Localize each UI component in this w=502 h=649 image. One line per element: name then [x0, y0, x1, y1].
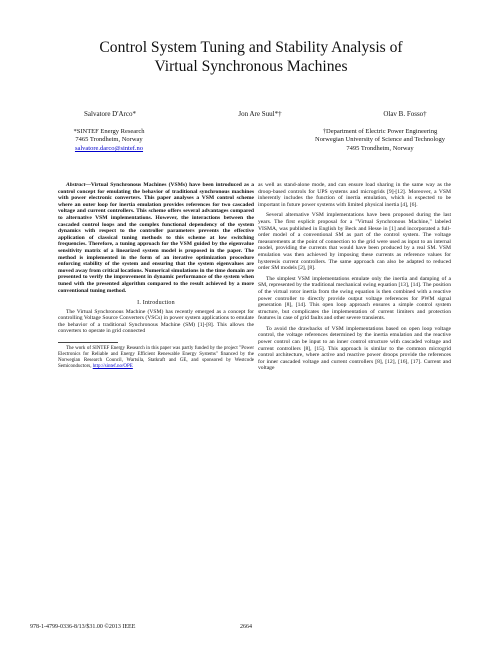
- left-column: [58, 182, 254, 370]
- abstract-text: —Virtual Synchronous Machines (VSMs) have been introduced as a control concept for emulating the behavior of traditional synchronous machines with power electronic converters. This paper analyses a VSM control scheme where an outer loop for inertia emulation provides references for two cascaded voltage and current controllers. This scheme offers several advantages compared to alternative VSM implementations. However, the interactions between the cascaded control loops and the complex functional dependency of the system dynamics with respect to the controller parameters prevents the effective application of classical tuning methods to this scheme at low switching frequencies. Therefore, a tuning approach for the VSM guided by the eigenvalue sensitivity matrix of a linearized system model is proposed in the paper. The method is implemented in the form of an iterative optimization procedure enforcing stability of the system and ensuring that the system eigenvalues are moved away from critical locations. Numerical simulations in the time domain are presented to verify the improvement in dynamic performance of the system when tuned with the presented algorithm compared to the result achieved by a more conventional tuning method.: [58, 182, 254, 294]
- footnote-divider: [58, 342, 118, 343]
- affiliation-2: [285, 128, 475, 153]
- author-email-link[interactable]: salvatore.darco@sintef.no: [74, 144, 144, 152]
- copyright-footer: 978-1-4799-0336-8/13/$31.00 ©2013 IEEE: [30, 624, 136, 630]
- affiliation-1: [38, 128, 180, 153]
- right-paragraph-2: Several alternative VSM implementations have been proposed during the last years. The first explicit proposal for a "Virtual Synchronous Machine," labeled VISMA, was published in English by Beck and Hesse in [1] and incorporated a full-order model of a conventional SM as part of the control system. The voltage measurements at the point of connection to the grid were used as input to an internal model, providing the currents that would have been produced by a real SM. VSM emulation was then achieved by imposing these currents as reference values for hysteresis current controllers. The same approach can also be adapted to reduced order SM models [2], [8].: [258, 212, 451, 272]
- author-3: Olav B. Fosso†: [383, 110, 427, 118]
- right-column: [258, 182, 451, 376]
- title-line-1: Control System Tuning and Stability Analysis of: [99, 39, 403, 56]
- affiliation-2-line-1: †Department of Electric Power Engineering: [322, 128, 438, 135]
- right-paragraph-1: as well as stand-alone mode, and can ensure load sharing in the same way as the droop-based controls for UPS systems and microgrids [9]-[12]. Moreover, a VSM inherently includes the function of inertia emulation, which is expected to be important in future power systems with limited physical inertia [4], [6].: [258, 182, 451, 208]
- section-heading-introduction: I. Introduction: [137, 300, 175, 307]
- right-paragraph-4: To avoid the drawbacks of VSM implementations based on open loop voltage control, the voltage references determined by the inertia emulation and the reactive power control can be input to an inner control structure with cascaded voltage and current controllers [8], [15]. This approach is similar to the common microgrid control architecture, where active and reactive power droops provide the references for inner cascaded voltage and current controllers [8], [12], [16], [17]. Current and voltage: [258, 325, 451, 372]
- paper-title: [20, 38, 482, 76]
- author-1: Salvatore D'Arco*: [84, 110, 136, 118]
- footnote-link[interactable]: http://sintef.no/OPE: [92, 364, 133, 370]
- page-number: 2664: [240, 624, 252, 630]
- affiliation-2-line-3: 7495 Trondheim, Norway: [346, 144, 414, 152]
- footnote-text: The work of SINTEF Energy Research in this paper was partly funded by the project "Power Electronics for Reliable and Energy Efficient Renewable Energy Systems" financed by the Norwegian Research Council, Wartsila, Statkraft and GE, and sponsored by Westcode Semiconductors,: [58, 346, 254, 370]
- affiliation-1-line-2: 7465 Trondheim, Norway: [75, 136, 143, 144]
- affiliation-2-line-2: Norwegian University of Science and Technology: [315, 136, 445, 144]
- right-paragraph-3: The simplest VSM implementations emulate only the inertia and damping of a SM, represented by the traditional mechanical swing equation [13], [14]. The position of the virtual rotor inertia from the swing equation is then combined with a reactive power controller to directly provide output voltage references for PWM signal generation [8], [14]. This open loop approach ensures a simple control system structure, but complicates the implementation of current limiters and protection features in case of grid faults and other severe transients.: [258, 275, 451, 322]
- affiliation-1-line-1: *SINTEF Energy Research: [73, 128, 145, 135]
- title-line-2: Virtual Synchronous Machines: [154, 58, 348, 75]
- abstract: [58, 182, 254, 294]
- abstract-label: Abstract: [66, 182, 86, 188]
- author-2: Jon Are Suul*†: [238, 110, 282, 118]
- intro-paragraph-1: The Virtual Synchronous Machine (VSM) has recently emerged as a concept for controlling Voltage Source Converters (VSCs) in power system applications to emulate the behavior of a traditional Synchronous Machine (SM) [1]-[8]. This allows the converters to operate in grid connected: [58, 308, 254, 335]
- funding-footnote: [58, 346, 254, 370]
